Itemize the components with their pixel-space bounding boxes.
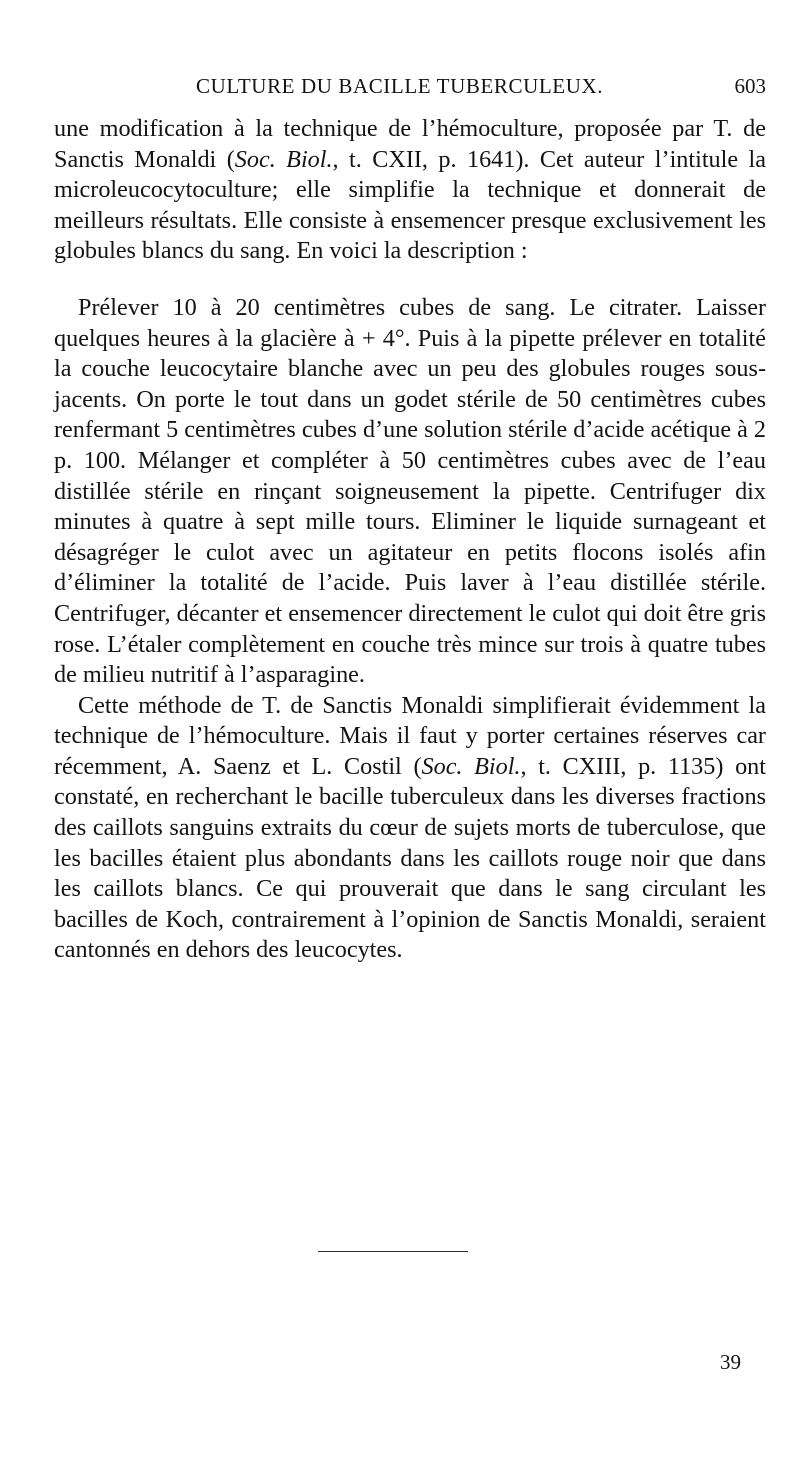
- section-divider: [318, 1251, 468, 1252]
- page-number: 603: [734, 74, 766, 98]
- paragraph-3-text-a: Cette méthode de T. de Sanctis Monaldi simplifierait évidemment la technique de l’hémoculture. Mais il faut y porter certaines réserves car récemment, A. Saenz et L. Costil (: [54, 691, 766, 780]
- paragraph-1-reference: Soc. Biol.: [234, 145, 333, 173]
- page-header: [54, 74, 766, 104]
- paragraph-3: [54, 691, 766, 966]
- signature-mark: 39: [720, 1350, 741, 1374]
- paragraph-1: [54, 114, 766, 267]
- paragraph-2: Prélever 10 à 20 centimètres cubes de sang. Le citrater. Laisser quelques heures à la glacière à + 4°. Puis à la pipette prélever en totalité la couche leucocytaire blanche avec un peu des globules rouges sous-jacents. On porte le tout dans un godet stérile de 50 centimètres cubes renfermant 5 centimètres cubes d’une solution stérile d’acide acétique à 2 p. 100. Mélanger et compléter à 50 centimètres cubes avec de l’eau distillée stérile en rinçant soigneusement la pipette. Centrifuger dix minutes à quatre à sept mille tours. Eliminer le liquide surnageant et désagréger le culot avec un agitateur en petits flocons isolés afin d’éliminer la totalité de l’acide. Puis laver à l’eau distillée stérile. Centrifuger, décanter et ensemencer directement le culot qui doit être gris rose. L’étaler complètement en couche très mince sur trois à quatre tubes de milieu nutritif à l’asparagine.: [54, 293, 766, 689]
- paragraph-3-text-b: , t. CXIII, p. 1135) ont constaté, en recherchant le bacille tuberculeux dans les diverses fractions des caillots sanguins extraits du cœur de sujets morts de tuberculose, que les bacilles étaient plus abondants dans les caillots rouge noir que dans les caillots blancs. Ce qui prouverait que dans le sang circulant les bacilles de Koch, contrairement à l’opinion de Sanctis Monaldi, seraient cantonnés en dehors des leucocytes.: [54, 752, 766, 964]
- paragraph-3-reference: Soc. Biol.: [421, 752, 521, 780]
- body-text: [54, 114, 766, 966]
- paragraph-gap: [54, 267, 766, 293]
- paragraph-1-text-a: une modification à la technique de l’hémoculture, proposée par T. de Sanctis Monaldi (: [54, 115, 766, 173]
- paragraph-1-text-b: , t. CXII, p. 1641). Cet auteur l’intitule la microleucocytoculture; elle simplifie la technique et donnerait de meilleurs résultats. Elle consiste à ensemencer presque exclusivement les globules blancs du sang. En voici la description :: [54, 145, 766, 265]
- running-title: CULTURE DU BACILLE TUBERCULEUX.: [196, 74, 604, 98]
